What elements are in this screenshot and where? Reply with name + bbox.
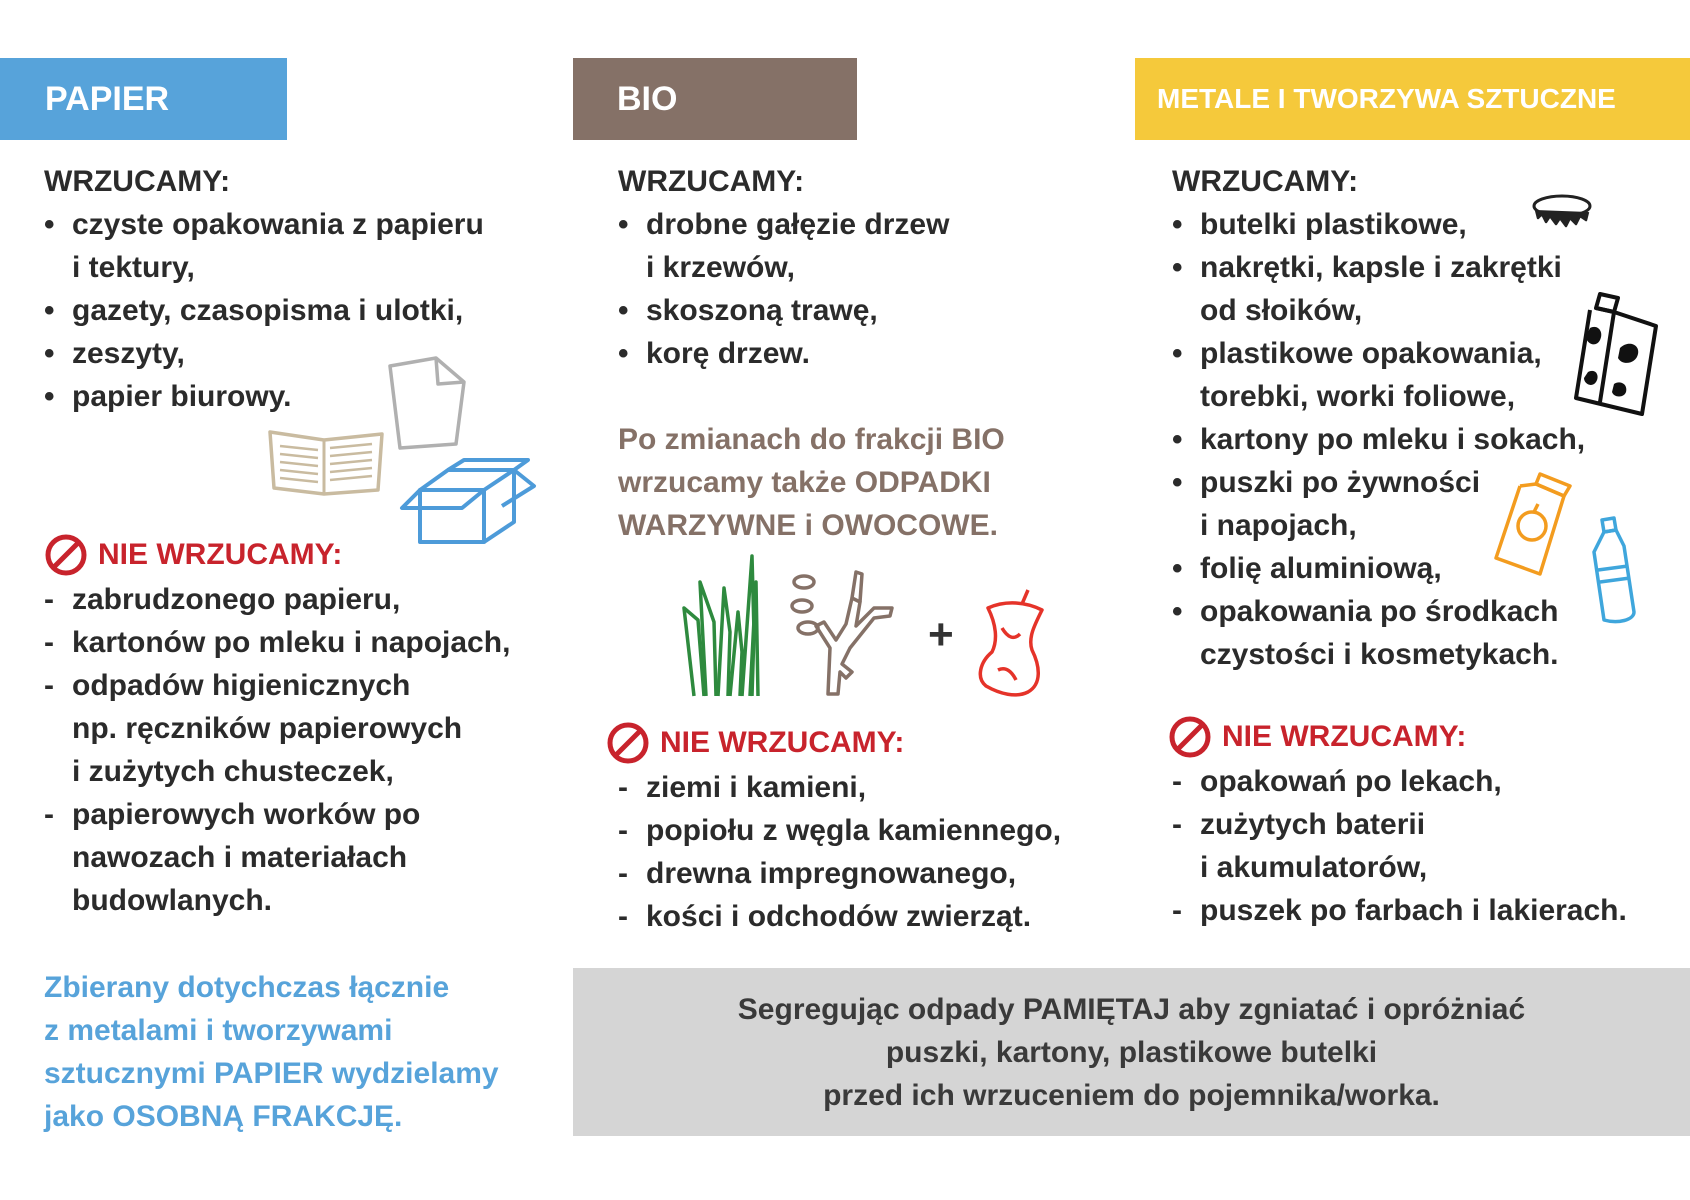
list-item: - kości i odchodów zwierząt. [618, 895, 1136, 938]
metale-nie-label: NIE WRZUCAMY: [1222, 720, 1467, 753]
list-item: • korę drzew. [618, 332, 1138, 375]
list-item: • opakowania po środkach czystości i kosmetykach. [1172, 590, 1687, 676]
metale-nie-list [1172, 760, 1687, 932]
no-entry-icon [44, 533, 88, 577]
bio-header [573, 58, 857, 140]
branch-icon [790, 568, 900, 698]
bio-title: BIO [617, 79, 678, 118]
plus-sign: + [928, 610, 954, 659]
papier-wrzucamy-list [44, 203, 564, 418]
list-item: • gazety, czasopisma i ulotki, [44, 289, 564, 332]
list-item: - kartonów po mleku i napojach, [44, 621, 564, 664]
list-item: - odpadów higienicznych np. ręczników papierowych i zużytych chusteczek, [44, 664, 564, 793]
bio-nie-section [606, 720, 1136, 938]
list-item: • czyste opakowania z papieru i tektury, [44, 203, 564, 289]
bio-nie-label: NIE WRZUCAMY: [660, 726, 905, 759]
list-item: • nakrętki, kapsle i zakrętki od słoików, [1172, 246, 1687, 332]
list-item: • papier biurowy. [44, 375, 564, 418]
metale-wrzucamy-heading: WRZUCAMY: [1172, 165, 1359, 198]
papier-nie-label: NIE WRZUCAMY: [98, 538, 343, 571]
metale-title: METALE I TWORZYWA SZTUCZNE [1157, 83, 1616, 114]
bio-nie-heading [606, 720, 1136, 766]
list-item: • folię aluminiową, [1172, 547, 1687, 590]
papier-nie-list [44, 578, 564, 922]
milk-carton-icon [1570, 288, 1670, 418]
list-item: - zużytych baterii i akumulatorów, [1172, 803, 1687, 889]
list-item: • butelki plastikowe, [1172, 203, 1687, 246]
list-item: • drobne gałęzie drzew i krzewów, [618, 203, 1138, 289]
papier-wrzucamy-heading: WRZUCAMY: [44, 165, 231, 198]
list-item: - opakowań po lekach, [1172, 760, 1687, 803]
list-item: - papierowych worków po nawozach i materiałach budowlanych. [44, 793, 564, 922]
bio-wrzucamy-list [618, 203, 1138, 375]
list-item: • skoszoną trawę, [618, 289, 1138, 332]
list-item: • zeszyty, [44, 332, 564, 375]
bio-wrzucamy-heading: WRZUCAMY: [618, 165, 805, 198]
papier-title: PAPIER [45, 79, 170, 118]
footer-reminder [573, 968, 1690, 1136]
list-item: • plastikowe opakowania, torebki, worki foliowe, [1172, 332, 1687, 418]
cardboard-box-icon [398, 456, 538, 548]
list-item: - ziemi i kamieni, [618, 766, 1136, 809]
list-item: - popiołu z węgla kamiennego, [618, 809, 1136, 852]
metale-nie-heading [1168, 714, 1687, 760]
list-item: - zabrudzonego papieru, [44, 578, 564, 621]
grass-icon [680, 552, 760, 700]
apple-core-icon [972, 588, 1054, 698]
open-book-icon [264, 426, 388, 498]
list-item: - drewna impregnowanego, [618, 852, 1136, 895]
papier-note: Zbierany dotychczas łącznie z metalami i tworzywami sztucznymi PAPIER wydzielamy jako OSOBNĄ FRAKCJĘ. [44, 971, 499, 1133]
no-entry-icon [606, 721, 650, 765]
bio-column [618, 160, 1138, 375]
papier-header [0, 58, 287, 140]
bio-nie-list [618, 766, 1136, 938]
list-item: - puszek po farbach i lakierach. [1172, 889, 1687, 932]
bio-note: Po zmianach do frakcji BIO wrzucamy także ODPADKI WARZYWNE i OWOCOWE. [618, 423, 1005, 542]
no-entry-icon [1168, 715, 1212, 759]
list-item: • kartony po mleku i sokach, [1172, 418, 1687, 461]
plastic-bottle-icon [1590, 516, 1638, 626]
footer-text: Segregując odpady PAMIĘTAJ aby zgniatać i opróżniać puszki, kartony, plastikowe butelki przed ich wrzuceniem do pojemnika/worka. [737, 992, 1526, 1112]
metale-header [1135, 58, 1690, 140]
paper-sheet-icon [384, 352, 470, 452]
list-item: • puszki po żywności i napojach, [1172, 461, 1687, 547]
bottle-cap-icon [1530, 192, 1596, 232]
juice-carton-icon [1490, 470, 1580, 580]
